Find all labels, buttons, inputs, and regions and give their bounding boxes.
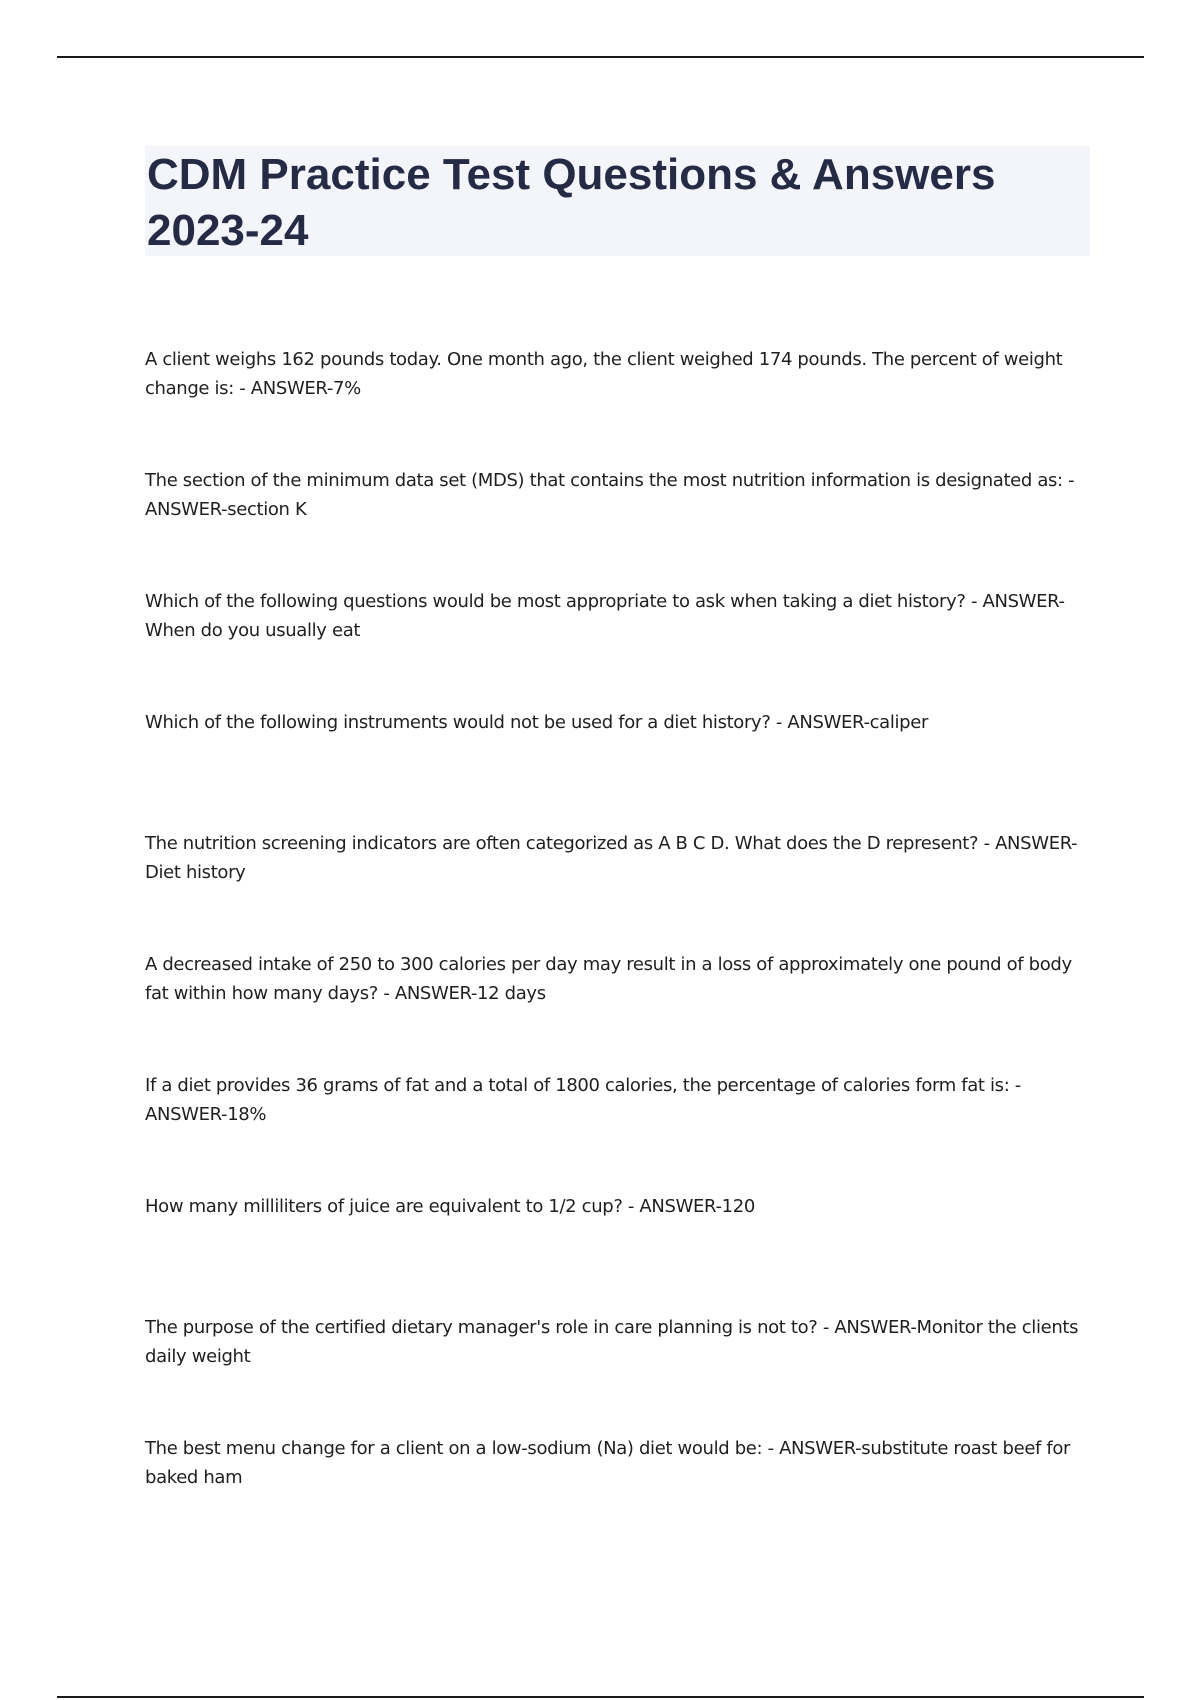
qa-item: A client weighs 162 pounds today. One month ago, the client weighed 174 pounds. The percent of weight change is: - ANSWER-7% (145, 349, 1063, 399)
qa-item: How many milliliters of juice are equivalent to 1/2 cup? - ANSWER-120 (145, 1196, 755, 1217)
qa-item: The purpose of the certified dietary manager's role in care planning is not to? - ANSWER-Monitor the clients daily weight (145, 1317, 1079, 1367)
qa-item: Which of the following instruments would not be used for a diet history? - ANSWER-caliper (145, 712, 928, 733)
document-title: CDM Practice Test Questions & Answers 2023-24 (147, 150, 996, 255)
top-divider (57, 56, 1144, 58)
question-answer-list (145, 345, 1080, 1555)
qa-item: The nutrition screening indicators are often categorized as A B C D. What does the D represent? - ANSWER-Diet history (145, 833, 1078, 883)
qa-item: Which of the following questions would be most appropriate to ask when taking a diet history? - ANSWER-When do you usually eat (145, 591, 1065, 641)
qa-item: A decreased intake of 250 to 300 calories per day may result in a loss of approximately one pound of body fat within how many days? - ANSWER-12 days (145, 954, 1072, 1004)
qa-item: If a diet provides 36 grams of fat and a total of 1800 calories, the percentage of calories form fat is: - ANSWER-18% (145, 1075, 1021, 1125)
qa-item: The section of the minimum data set (MDS) that contains the most nutrition information is designated as: - ANSWER-section K (145, 470, 1075, 520)
bottom-divider (57, 1696, 1144, 1698)
qa-item: The best menu change for a client on a low-sodium (Na) diet would be: - ANSWER-substitute roast beef for baked ham (145, 1438, 1071, 1488)
